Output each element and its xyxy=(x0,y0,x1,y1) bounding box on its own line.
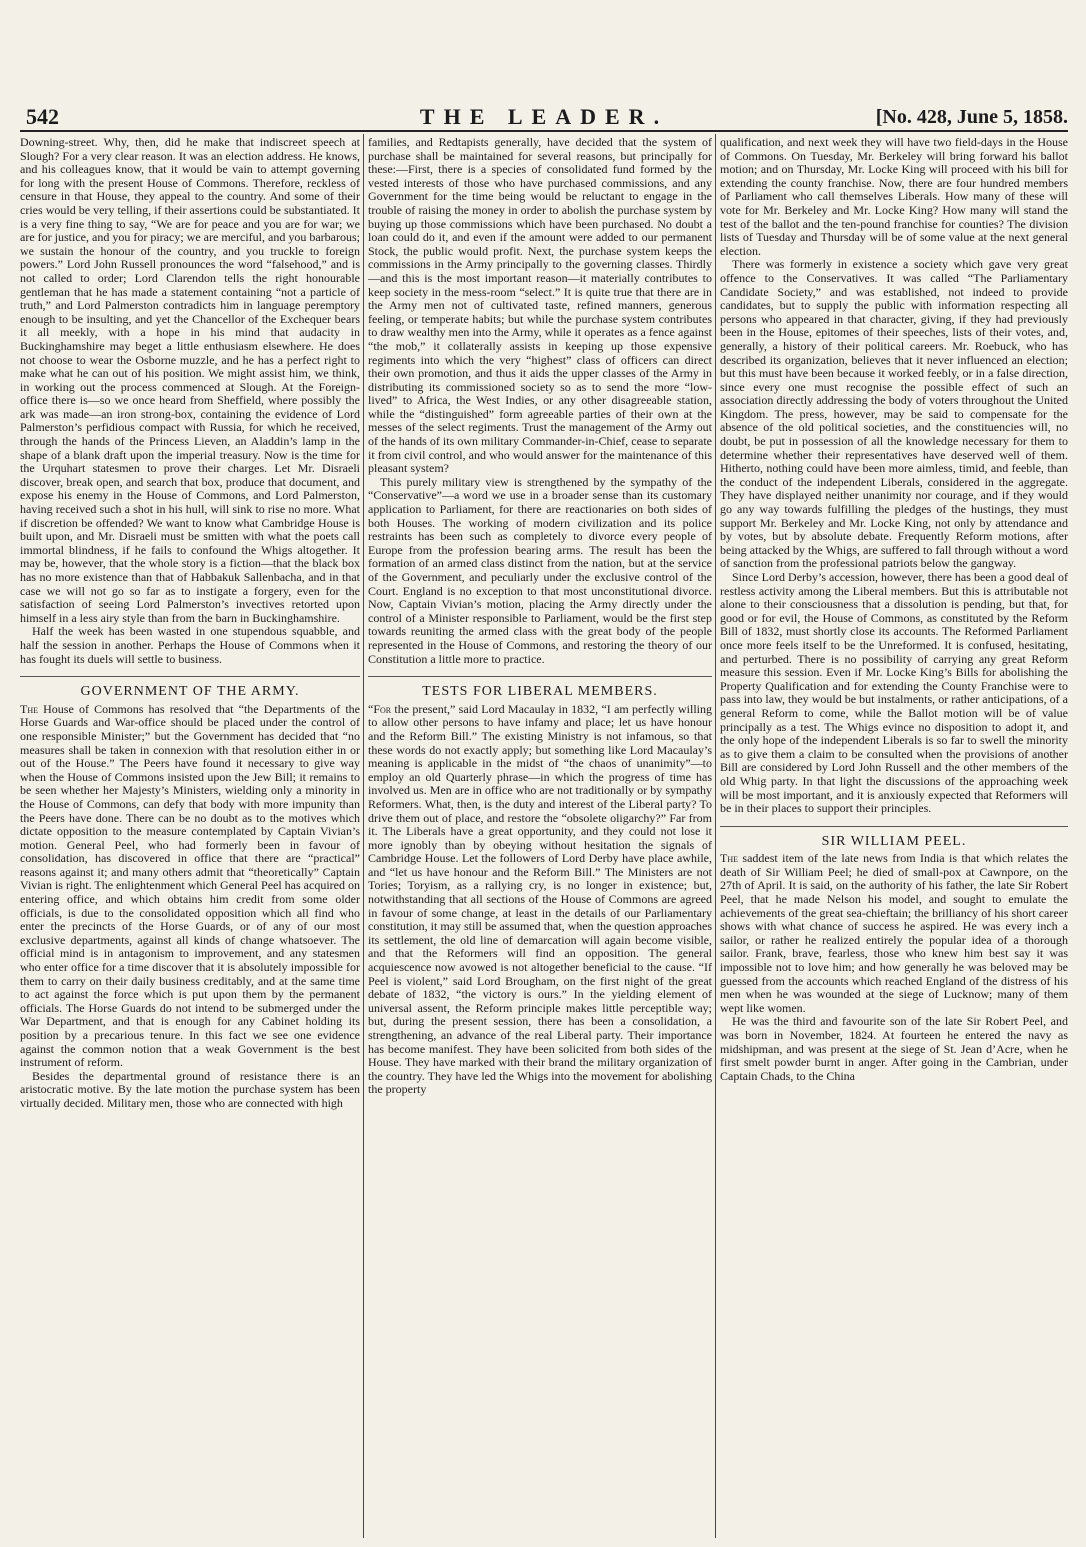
paragraph xyxy=(720,852,1068,1015)
paragraph xyxy=(20,703,360,1070)
paragraph-text: the present,” said Lord Macaulay in 1832, “I am perfectly willing to allow other persons to have infamy and place; let us have honour and the Reform Bill.” The existing Ministry is not infamous, so that these words do not exactly apply; but something like Lord Macaulay’s meaning is applicable in the midst of “the chaos of unanimity”—to employ an old Quarterly phrase—in which the progress of time has involved us. Men are in office who are not traditionally or by sympathy Reformers. What, then, is the duty and interest of the Liberal party? To drive them out of place, and restore the “obsolete oligarchy?” Far from it. The Liberals have a great opportunity, and they could not lose it more ignobly than by obeying without hesitation the signals of Cambridge House. Let the followers of Lord Derby have place awhile, and “let us have honour and the Reform Bill.” The Ministers are not Tories; Toryism, as a rallying cry, is no longer in existence; but, notwithstanding that all sections of the House of Commons are agreed in favour of some change, at least in the details of our Parliamentary constitution, it may still be assumed that, when the question approaches its settlement, the old line of demarcation will again become visible, and that the Reformers will find an opposition. The general acquiescence now avowed is not altogether beneficial to the cause. “If Peel is violent,” said Lord Brougham, on the first night of the great debate of 1832, “the victory is ours.” In the yielding element of universal assent, the Reform principle makes little perceptible way; but, during the present session, there has been a consolidation, a strengthening, an advance of the real Liberal party. Their importance has become manifest. They have been solicited from both sides of the House. They have marked with their brand the military organization of the country. They have led the Whigs into the movement for abolishing the property xyxy=(368,701,712,1097)
column-rule xyxy=(363,134,364,1538)
lead-word: The xyxy=(720,851,738,866)
page-number: 542 xyxy=(26,104,59,129)
paragraph xyxy=(368,703,712,1097)
issue-date: [No. 428, June 5, 1858. xyxy=(875,106,1068,128)
paragraph-text: House of Commons has resolved that “the Departments of the Horse Guards and War-office should be placed under the control of one responsible Minister;” but the Government has decided that “no measures shall be taken in connexion with that resolution either in or out of the House.” The Peers have found it necessary to give way when the House of Commons insisted upon the Jew Bill; it remains to be seen whether her Majesty’s Ministers, wielding only a minority in the House of Commons, can defy that body with more impunity than the Peers have done. There can be no doubt as to the motives which dictate opposition to the measure contemplated by Captain Vivian’s motion. General Peel, who had formerly been in favour of consolidation, has discovered in office that there are “practical” reasons against it; and many others admit that “theoretically” Captain Vivian is right. The enlightenment which General Peel has acquired on entering office, and which obtains him credit from some older officials, is due to the consolidated opposition which all find who enter the precincts of the Horse Guards, or of any of our most exclusive departments, against all kinds of change whatsoever. The official mind is in antagonism to improvement, and any statesmen who enter office for a time discover that it is absolutely impossible for them to carry on their daily business creditably, and at the same time to act against the force which is put upon them by the permanent officials. The Horse Guards do not intend to be submerged under the War Department, and that is enough for any Cabinet holding its position by a precarious tenure. In this fact we see one evidence against the common notion that a weak Government is the best instrument of reform. xyxy=(20,701,360,1070)
column-1 xyxy=(20,136,360,1536)
column-rule xyxy=(715,134,716,1538)
paragraph: There was formerly in existence a society which gave very great offence to the Conservatives. It was called “The Parliamentary Candidate Society,” and was established, not indeed to provide candidates, but to supply the public with information respecting all persons who appeared in that character, giving, if they had previously been in the House, epitomes of their speeches, lists of their votes, and, generally, a history of their political careers. Mr. Roebuck, who has described its organization, believes that it never influenced an election; but this must have been because it worked feebly, or in a false direction, since every one must recognise the possible effect of such an association directly addressing the body of voters throughout the United Kingdom. The press, however, may be said to compensate for the absence of the old political societies, and the constituencies will, no doubt, be put in possession of all the knowledge necessary for them to determine whether their representatives have deserved well of them. Hitherto, nothing could have been more aimless, timid, and feeble, than the conduct of the independent Liberals, considered in the aggregate. They have displayed neither unanimity nor courage, and if they would go any way towards fulfilling the pledges of the hustings, they must support Mr. Berkeley and Mr. Locke King, not only by attendance and by votes, but by absolute debate. Frequently Reform motions, after being attacked by the Whigs, are suffered to fall through without a word of sanction from the professional patriots below the gangway. xyxy=(720,257,1068,571)
paragraph: Half the week has been wasted in one stupendous squabble, and half the session in another. Perhaps the House of Commons when it has fought its duels will settle to business. xyxy=(20,624,360,666)
paragraph: Since Lord Derby’s accession, however, there has been a good deal of restless activity among the Liberal members. But this is attributable not alone to their consciousness that a dissolution is pending, but that, for good or for evil, the House of Commons, as constituted by the Reform Bill of 1832, must shortly close its accounts. The Reformed Parliament once more feels itself to be the Unreformed. It is confused, hesitating, and perturbed. There is no possibility of carrying any great Reform measure this session. Even if Mr. Locke King’s Bills for abolishing the Property Qualification and for extending the County Franchise were to pass into law, they would be but instalments, or rather anticipations, of a general Reform to come, while the Ballot motion will be of value principally as a test. The Whigs evince no disposition to adopt it, and the only hope of the independent Liberals is so far to swell the minority as to give them a claim to be consulted when the provisions of another Bill are considered by Lord John Russell and the other members of the old Whig party. In that light the discussions of the approaching week will be most important, and it is anxiously expected that Reformers will be in their places to support their principles. xyxy=(720,570,1068,816)
lead-word: The xyxy=(20,701,38,716)
paragraph: This purely military view is strengthened by the sympathy of the “Conservative”—a word we use in a broader sense than its customary application to Parliament, for there are reactionaries on both sides of both Houses. The working of modern civilization and its police restraints has been such as completely to divorce every people of Europe from the profession bearing arms. The result has been the formation of an armed class distinct from the nation, but at the service of the Government, and peculiarly under the exclusive control of the Court. England is no exception to that most unconstitutional divorce. Now, Captain Vivian’s motion, placing the Army directly under the control of a Minister responsible to Parliament, would be the first step towards reuniting the armed class with the great body of the people represented in the House of Commons, and restoring the theory of our Constitution a little more to practice. xyxy=(368,474,712,666)
paragraph: Downing-street. Why, then, did he make that indiscreet speech at Slough? For a very clear reason. It was an election address. He knows, and his colleagues know, that it would be vain to attempt governing for long with the present House of Commons. Therefore, reckless of censure in that House, they appeal to the country. And some of their cries would be very telling, if their assertions could be substantiated. It is a very fine thing to say, “We are for peace and you are for war; we are for justice, and you for piracy; we are merciful, and you barbarous; we sustain the honour of the country, and you truckle to foreign powers.” Lord John Russell pronounces the word “falsehood,” and is not called to order; Lord Clarendon tells the right honourable gentleman that he has made a statement containing “not a particle of truth,” and Lord Palmerston contradicts him in language peremptory enough to be insulting, and yet the Chancellor of the Exchequer bears it all meekly, with a hope in his mind that audacity in Buckinghamshire may beget a little enthusiasm elsewhere. He does not choose to wear the Osborne muzzle, and he has a perfect right to make what he can out of his position. We might assist him, we think, in working out the process commenced at Slough. At the Foreign-office there is—so we once heard from Sheffield, where possibly the ark was made—an iron strong-box, containing the evidence of Lord Palmerston’s perfidious compact with Russia, for which he received, through the hands of the Princess Lieven, an Aladdin’s lamp in the shape of a blank draft upon the imperial treasury. Now is the time for the Urquhart statesmen to prove their charges. Let Mr. Disraeli discover, break open, and search that box, produce that document, and expose his enemy in the House of Commons, and Lord Palmerston, having received such a shot in his hull, will sink to rise no more. What if discretion be offended? We want to know what Cambridge House is built upon, and Mr. Disraeli must be smitten with what the poets call immortal blindness, if he fails to confound the Whigs altogether. It may be, however, that the whole story is a fiction—that the black box has no more existence than that of Habbakuk Sallenbacha, and in that case we will not go so far as to instigate a forgery, even for the satisfaction of seeing Lord Palmerston’s invectives retorted upon himself in a less airy style than from the barn in Buckinghamshire. xyxy=(20,136,360,625)
column-3 xyxy=(720,136,1068,1536)
paragraph-text: saddest item of the late news from India is that which relates the death of Sir William Peel; he died of small-pox at Cawnpore, on the 27th of April. It is said, on the authority of his father, the late Sir Robert Peel, that he made Nelson his model, and sought to emulate the achievements of the great sea-chieftain; the brilliancy of his short career shows with what chance of success he aspired. He was every inch a sailor, or rather he realized entirely the popular idea of a thorough sailor. Frank, brave, fearless, those who knew him best say it was impossible not to love him; and how generally he was beloved may be guessed from the accounts which reached England of the distress of his men when he was wounded at the siege of Lucknow; many of them wept like women. xyxy=(720,851,1068,1015)
paragraph: qualification, and next week they will have two field-days in the House of Commons. On Tuesday, Mr. Berkeley will bring forward his ballot motion; and on Thursday, Mr. Locke King will proceed with his bill for extending the county franchise. Now, there are four hundred members of Parliament who call themselves Liberals. How many of these will vote for Mr. Berkeley and Mr. Locke King? How many will stand the test of the ballot and the ten-pound franchise for counties? The division lists of Tuesday and Thursday will be of some value at the next general election. xyxy=(720,136,1068,258)
newspaper-title: THE LEADER. xyxy=(419,104,669,129)
article-heading: GOVERNMENT OF THE ARMY. xyxy=(20,676,360,699)
article-heading: TESTS FOR LIBERAL MEMBERS. xyxy=(368,676,712,699)
article-heading: SIR WILLIAM PEEL. xyxy=(720,826,1068,849)
paragraph: Besides the departmental ground of resistance there is an aristocratic motive. By the late motion the purchase system has been virtually decided. Military men, those who are connected with high xyxy=(20,1068,360,1110)
lead-word: “For xyxy=(368,701,392,716)
paragraph: families, and Redtapists generally, have decided that the system of purchase shall be maintained for several reasons, but principally for these:—First, there is a species of consolidated fund formed by the vested interests of those who have purchased commissions, and any Government for the time being would be reluctant to engage in the trouble of raising the money in order to abolish the purchase system by buying up those commissions which have been purchased. No doubt a loan could do it, and even if the amount were added to our permanent Stock, the public would profit. Next, the purchase system keeps the commissions in the Army principally to the governing classes. Thirdly—and this is the most important reason—it materially contributes to keep society in the mess-room “select.” It is quite true that there are in the Army men not of cultivated taste, refined manners, generous feeling, or temperate habits; but while the purchase system contributes to draw wealthy men into the Army, while it operates as a fence against “the mob,” it collaterally assists in keeping up those expensive regiments into which the very “highest” class of officers can direct their own promotion, and thus it aids the upper classes of the Army in distributing its commissioned society so as to send the more “low-lived” to Africa, the West Indies, or any other disagreeable station, while the “distinguished” form agreeable parties of their own at the messes of the select regiments. Trust the management of the Army out of the hands of its own military Commander-in-Chief, cease to separate it from civil control, and who would answer for the maintenance of this pleasant system? xyxy=(368,136,712,476)
column-2 xyxy=(368,136,712,1536)
paragraph: He was the third and favourite son of the late Sir Robert Peel, and was born in November, 1824. At fourteen he entered the navy as midshipman, and was present at the siege of St. Jean d’Acre, when he first smelt powder burnt in anger. After going in the Cambrian, under Captain Chads, to the China xyxy=(720,1014,1068,1083)
masthead xyxy=(20,104,1068,132)
